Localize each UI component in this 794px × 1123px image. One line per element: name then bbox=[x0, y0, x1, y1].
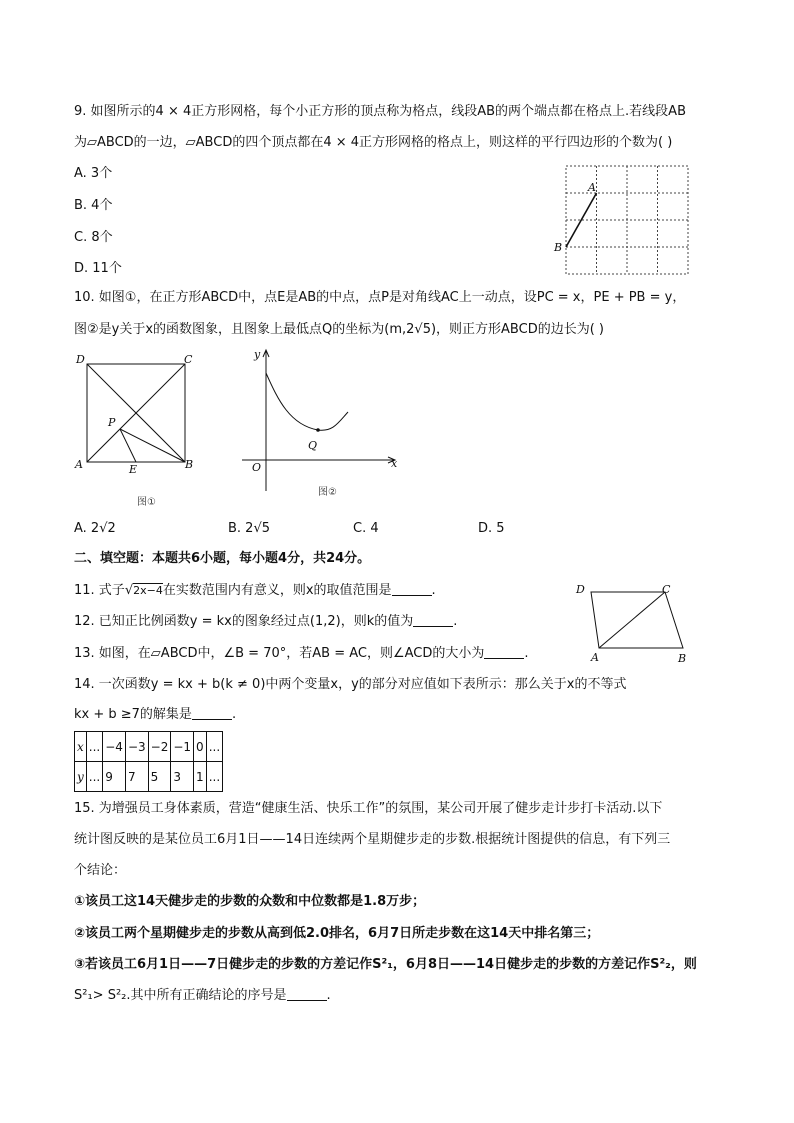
answer-blank[interactable] bbox=[392, 583, 432, 596]
label-x: x bbox=[391, 457, 398, 470]
q12 bbox=[74, 613, 457, 631]
q12-text: 12. 已知正比例函数y = kx的图象经过点(1,2)，则k的值为 bbox=[74, 614, 414, 629]
table-cell: −1 bbox=[171, 732, 194, 762]
table-cell: ... bbox=[206, 732, 222, 762]
q15-conclusion-4: S²₁> S²₂.其中所有正确结论的序号是 bbox=[74, 988, 287, 1003]
q15-line3: 个结论： bbox=[74, 863, 127, 878]
table-cell: 3 bbox=[171, 762, 194, 792]
q14-inequality: kx + b ≥7的解集是 bbox=[74, 707, 192, 722]
q10-line1: 10. 如图①，在正方形ABCD中，点E是AB的中点，点P是对角线AC上一动点，设PC = x，PE + PB = y， bbox=[74, 290, 686, 305]
q11-radicand: 2x−4 bbox=[133, 584, 163, 597]
q13 bbox=[74, 645, 529, 663]
label-a: A bbox=[591, 651, 599, 664]
table-head-x: x bbox=[75, 732, 87, 762]
sqrt-sign: √ bbox=[124, 583, 134, 598]
q14-line2 bbox=[74, 706, 236, 724]
q9-option-a: A. 3个 bbox=[74, 166, 113, 181]
label-p: P bbox=[108, 416, 116, 429]
q15-line1: 15. 为增强员工身体素质，营造“健康生活、快乐工作”的氛围，某公司开展了健步走计步打卡活动.以下 bbox=[74, 801, 663, 816]
q13-end: . bbox=[524, 646, 529, 661]
label-c: C bbox=[184, 353, 193, 366]
answer-blank[interactable] bbox=[192, 707, 232, 720]
q9-line1: 9. 如图所示的4 × 4正方形网格，每个小正方形的顶点称为格点，线段AB的两个端点都在格点上.若线段AB bbox=[74, 104, 686, 119]
q14-line1: 14. 一次函数y = kx + b(k ≠ 0)中两个变量x，y的部分对应值如下表所示：那么关于x的不等式 bbox=[74, 677, 627, 692]
q14-value-table bbox=[74, 731, 223, 792]
label-o: O bbox=[252, 461, 262, 474]
label-b: B bbox=[678, 652, 687, 665]
fig2-caption: 图② bbox=[318, 487, 337, 498]
q11-end: . bbox=[431, 583, 436, 598]
q10-square-figure bbox=[70, 350, 210, 510]
section-heading: 二、填空题：本题共6小题，每小题4分，共24分。 bbox=[74, 551, 371, 566]
q9-option-c: C. 8个 bbox=[74, 230, 113, 245]
label-a: A bbox=[75, 458, 83, 471]
q12-end: . bbox=[453, 614, 458, 629]
table-cell: 9 bbox=[103, 762, 126, 792]
label-b: B bbox=[185, 458, 194, 471]
q13-parallelogram-figure bbox=[572, 580, 697, 670]
q9-option-d: D. 11个 bbox=[74, 261, 122, 276]
table-head-y: y bbox=[75, 762, 87, 792]
q10-function-graph bbox=[238, 345, 408, 505]
q15-conclusion-3: ③若该员工6月1日——7日健步走的步数的方差记作S²₁，6月8日——14日健步走的步数的方差记作S²₂，则 bbox=[74, 957, 697, 972]
q10-option-b: B. 2√5 bbox=[228, 521, 271, 536]
label-d: D bbox=[576, 583, 585, 596]
table-cell: 1 bbox=[194, 762, 207, 792]
q9-option-b: B. 4个 bbox=[74, 198, 113, 213]
table-cell: ... bbox=[206, 762, 222, 792]
label-e: E bbox=[129, 463, 138, 476]
q10-option-a: A. 2√2 bbox=[74, 521, 116, 536]
label-c: C bbox=[662, 583, 671, 596]
table-cell: 7 bbox=[125, 762, 148, 792]
q15-conclusion-2: ②该员工两个星期健步走的步数从高到低2.0排名，6月7日所走步数在这14天中排名第三； bbox=[74, 926, 600, 941]
label-b: B bbox=[554, 241, 563, 254]
table-row-y bbox=[75, 762, 223, 792]
q10-option-c: C. 4 bbox=[353, 521, 379, 536]
table-row-x bbox=[75, 732, 223, 762]
fig1-caption: 图① bbox=[137, 497, 156, 508]
answer-blank[interactable] bbox=[287, 988, 327, 1001]
table-cell: ... bbox=[86, 732, 102, 762]
point-q bbox=[316, 428, 320, 432]
q14-end: . bbox=[231, 707, 237, 722]
table-cell: 5 bbox=[148, 762, 171, 792]
q11-post: 在实数范围内有意义，则x的取值范围是 bbox=[162, 583, 392, 598]
table-cell: 0 bbox=[194, 732, 207, 762]
q15-line2: 统计图反映的是某位员工6月1日——14日连续两个星期健步走的步数.根据统计图提供的信息，有下列三 bbox=[74, 832, 671, 847]
answer-blank[interactable] bbox=[413, 614, 453, 627]
label-y: y bbox=[254, 348, 261, 361]
q10-option-d: D. 5 bbox=[478, 521, 505, 536]
q15-conclusion-1: ①该员工这14天健步走的步数的众数和中位数都是1.8万步； bbox=[74, 894, 426, 909]
table-cell: −3 bbox=[125, 732, 148, 762]
q10-line2: 图②是y关于x的函数图象，且图象上最低点Q的坐标为(m,2√5)，则正方形ABCD的边长为( ) bbox=[74, 322, 604, 337]
q11 bbox=[74, 582, 436, 600]
table-cell: −4 bbox=[103, 732, 126, 762]
q13-text: 13. 如图，在▱ABCD中，∠B = 70°，若AB = AC，则∠ACD的大小为 bbox=[74, 646, 485, 661]
label-q: Q bbox=[308, 439, 318, 452]
table-cell: −2 bbox=[148, 732, 171, 762]
q15-line-final bbox=[74, 987, 331, 1005]
q9-grid-figure bbox=[550, 163, 695, 278]
answer-blank[interactable] bbox=[484, 646, 524, 659]
q9-line2: 为▱ABCD的一边，▱ABCD的四个顶点都在4 × 4正方形网格的格点上，则这样的平行四边形的个数为( ) bbox=[74, 135, 673, 150]
q15-end: . bbox=[326, 988, 331, 1003]
q11-pre: 11. 式子 bbox=[74, 583, 125, 598]
table-cell: ... bbox=[86, 762, 102, 792]
label-d: D bbox=[76, 353, 85, 366]
label-a: A bbox=[588, 181, 596, 194]
